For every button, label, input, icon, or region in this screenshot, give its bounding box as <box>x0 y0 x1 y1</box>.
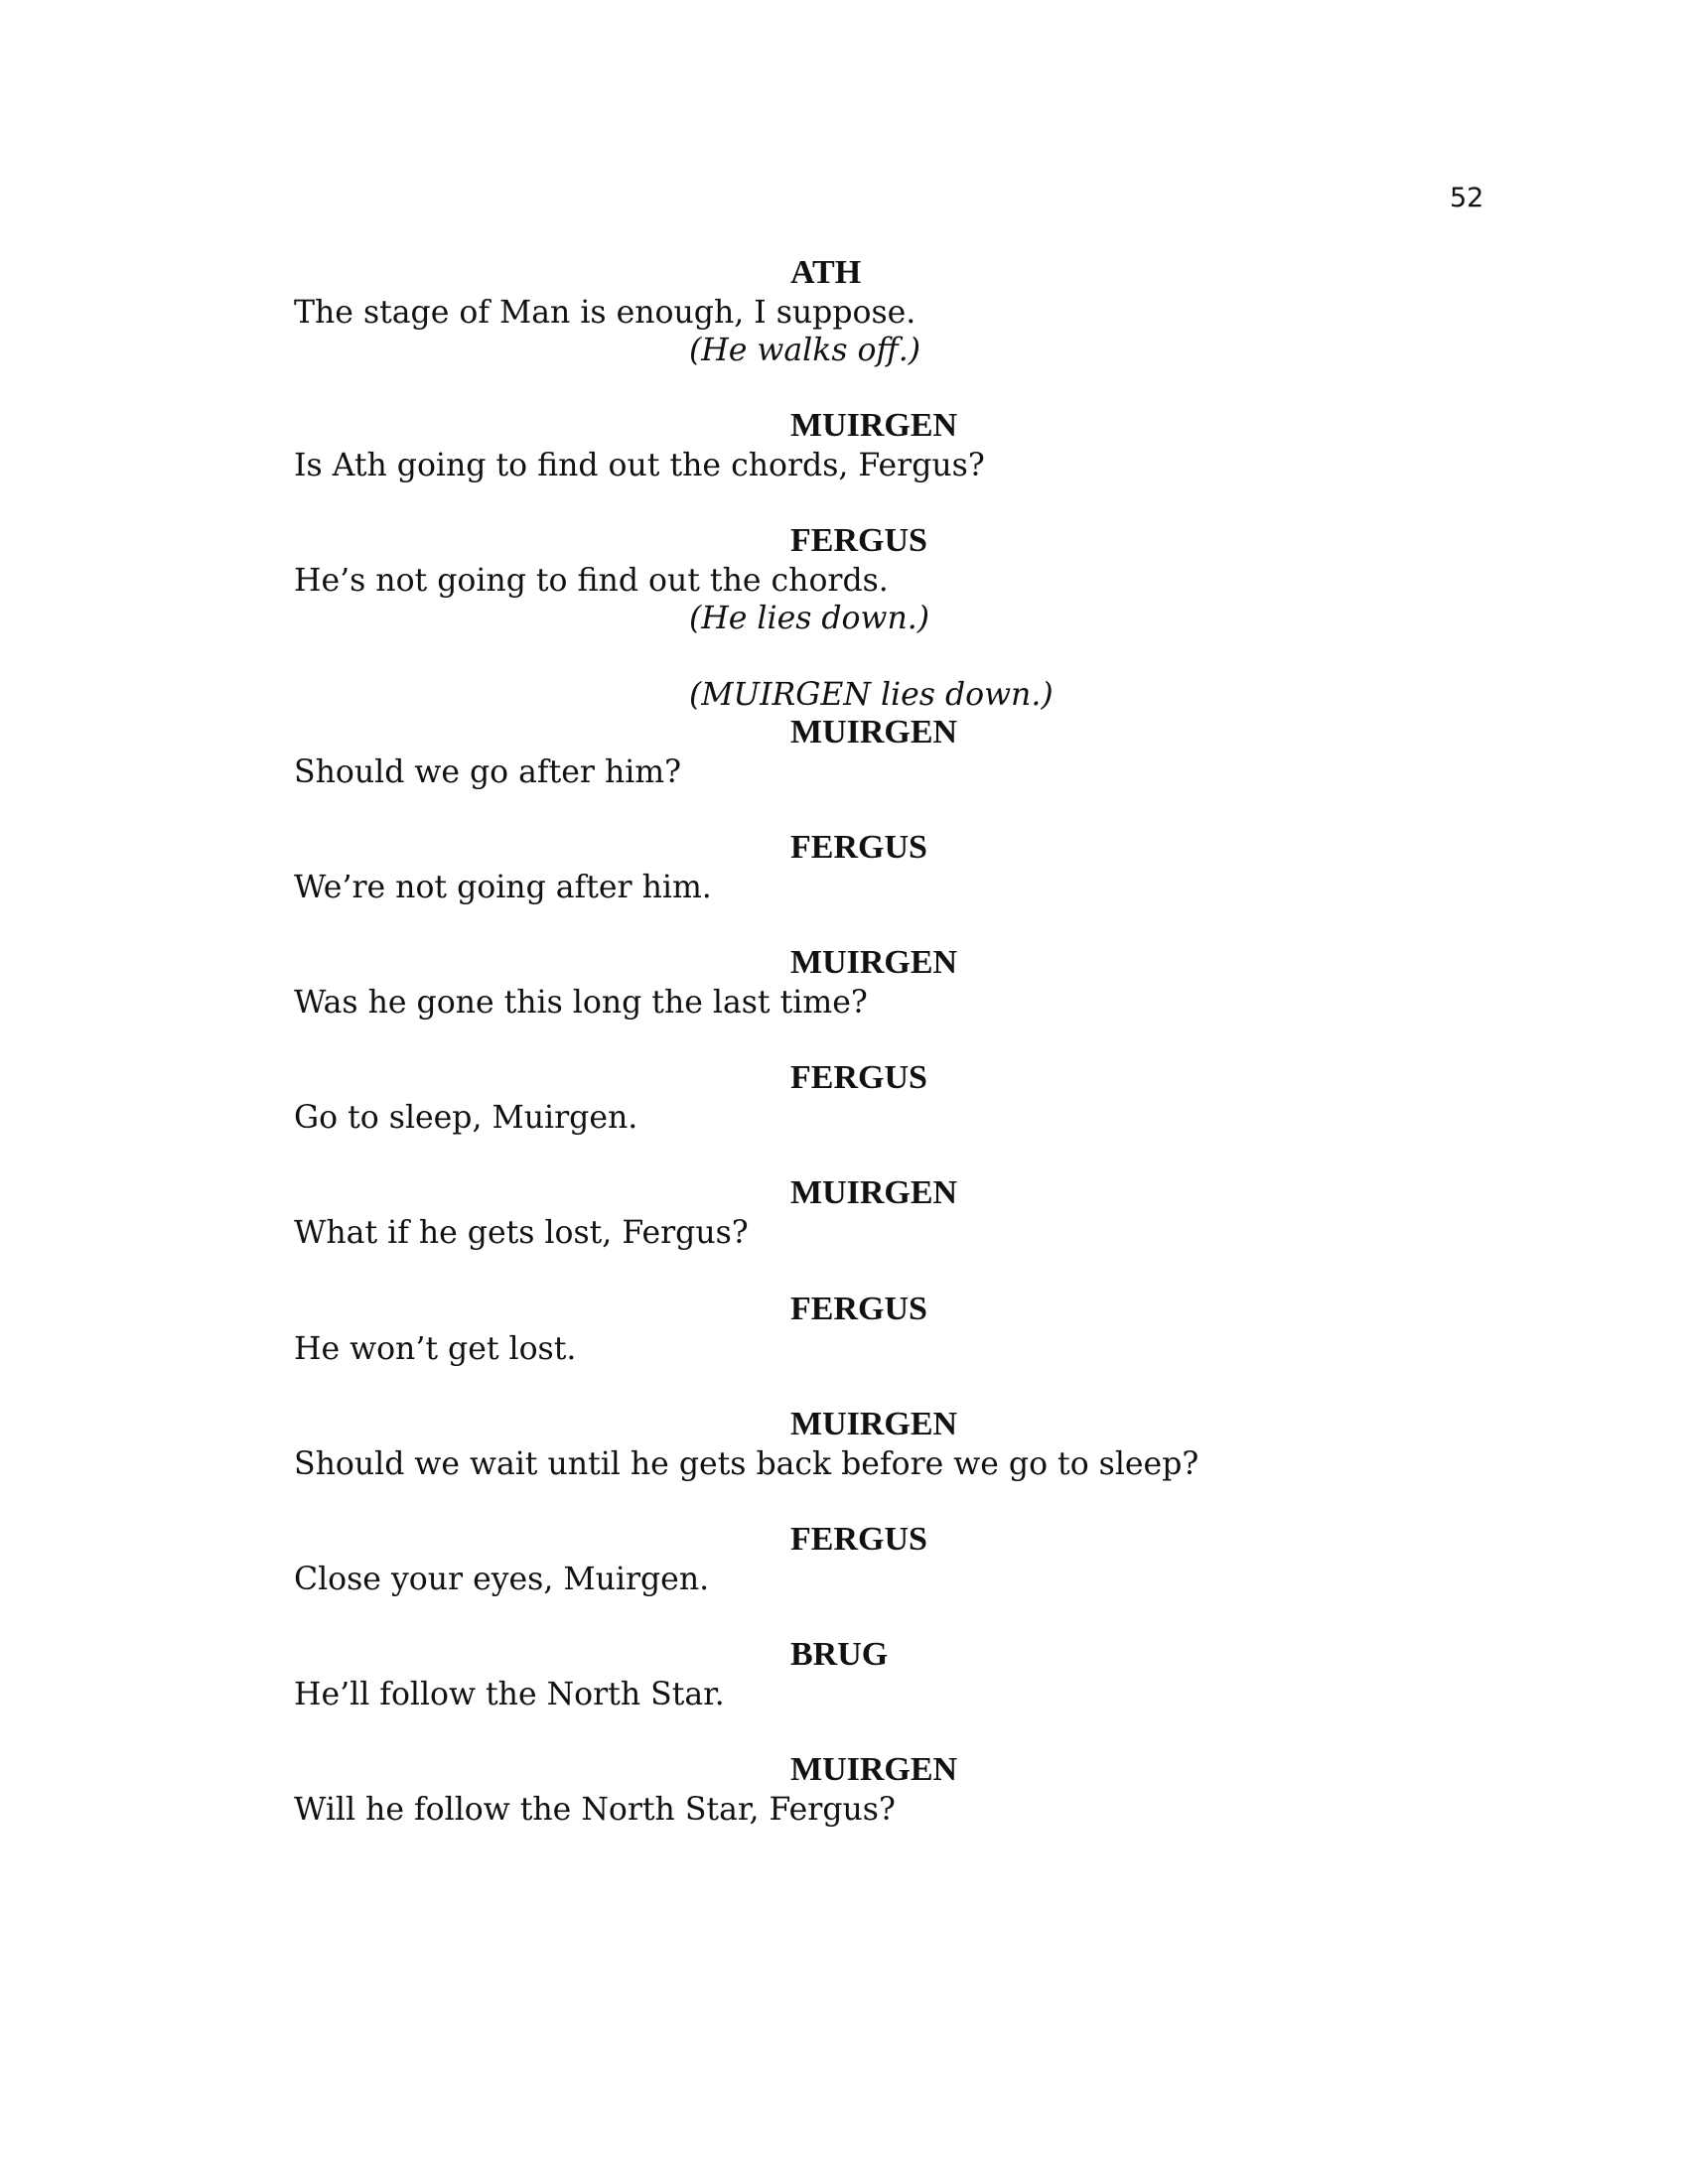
dialogue-line: Should we wait until he gets back before we go to sleep? <box>294 1446 1199 1482</box>
speaker-name: ATH <box>790 254 862 291</box>
dialogue-line: He’ll follow the North Star. <box>294 1677 725 1712</box>
dialogue-line: He won’t get lost. <box>294 1331 577 1367</box>
stage-direction: (MUIRGEN lies down.) <box>689 677 1054 713</box>
dialogue-line: Was he gone this long the last time? <box>294 985 868 1021</box>
page-number: 52 <box>1450 183 1484 213</box>
speaker-name: FERGUS <box>790 522 927 559</box>
dialogue-line: He’s not going to find out the chords. <box>294 563 889 599</box>
dialogue-line: The stage of Man is enough, I suppose. <box>294 295 916 331</box>
speaker-name: FERGUS <box>790 829 927 866</box>
dialogue-line: What if he gets lost, Fergus? <box>294 1215 749 1251</box>
speaker-name: BRUG <box>790 1636 889 1673</box>
speaker-name: MUIRGEN <box>790 1751 958 1788</box>
speaker-name: MUIRGEN <box>790 714 958 751</box>
speaker-name: MUIRGEN <box>790 1406 958 1442</box>
dialogue-line: Close your eyes, Muirgen. <box>294 1562 710 1597</box>
stage-direction: (He walks off.) <box>689 333 921 368</box>
dialogue-line: Should we go after him? <box>294 754 682 790</box>
speaker-name: FERGUS <box>790 1059 927 1096</box>
speaker-name: MUIRGEN <box>790 407 958 444</box>
stage-direction: (He lies down.) <box>689 601 930 636</box>
dialogue-line: Go to sleep, Muirgen. <box>294 1100 638 1136</box>
speaker-name: FERGUS <box>790 1521 927 1558</box>
speaker-name: FERGUS <box>790 1291 927 1327</box>
dialogue-line: We’re not going after him. <box>294 870 712 905</box>
dialogue-line: Will he follow the North Star, Fergus? <box>294 1792 896 1828</box>
dialogue-line: Is Ath going to find out the chords, Fergus? <box>294 448 985 483</box>
speaker-name: MUIRGEN <box>790 944 958 981</box>
speaker-name: MUIRGEN <box>790 1174 958 1211</box>
